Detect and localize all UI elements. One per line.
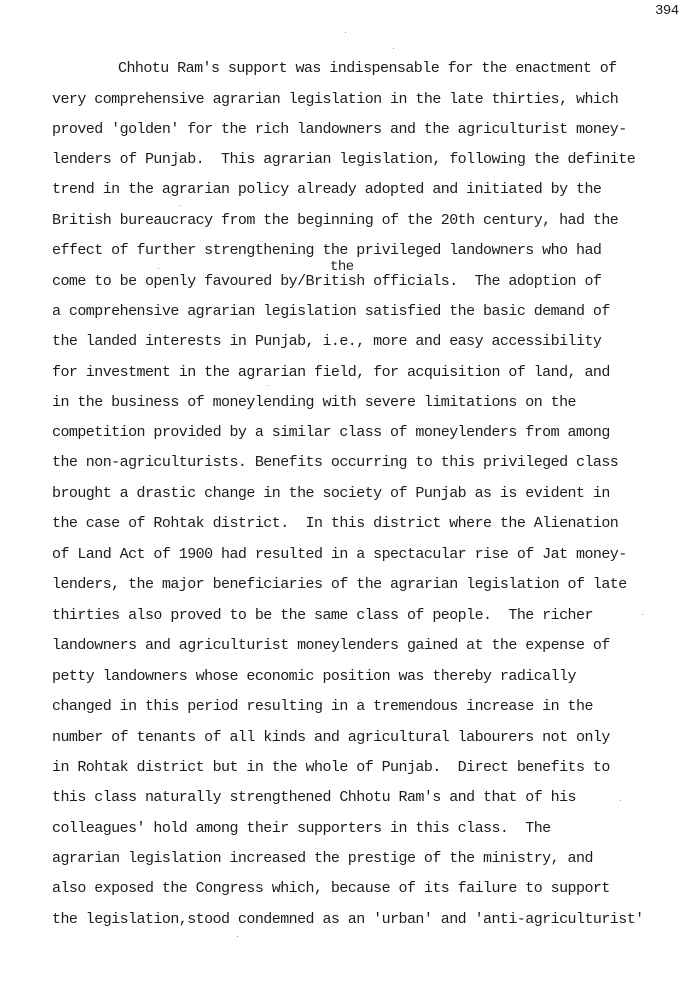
page-number: 394 bbox=[655, 3, 679, 19]
text-line: in the business of moneylending with severe limitations on the bbox=[52, 394, 576, 411]
scan-speck bbox=[393, 48, 394, 49]
text-line: changed in this period resulting in a tremendous increase in the bbox=[52, 698, 593, 715]
text-line: trend in the agrarian policy already adopted and initiated by the bbox=[52, 181, 602, 198]
text-line: of Land Act of 1900 had resulted in a spectacular rise of Jat money- bbox=[52, 546, 627, 563]
text-line: for investment in the agrarian field, for acquisition of land, and bbox=[52, 364, 610, 381]
text-line: landowners and agriculturist moneylenders gained at the expense of bbox=[52, 637, 610, 654]
text-line: effect of further strengthening the privileged landowners who had bbox=[52, 242, 602, 259]
text-line: Chhotu Ram's support was indispensable for the enactment of bbox=[118, 60, 617, 77]
scan-speck bbox=[158, 268, 159, 269]
text-line: agrarian legislation increased the prestige of the ministry, and bbox=[52, 850, 593, 867]
scan-speck bbox=[620, 800, 621, 801]
text-line: in Rohtak district but in the whole of Punjab. Direct benefits to bbox=[52, 759, 610, 776]
text-line: brought a drastic change in the society of Punjab as is evident in bbox=[52, 485, 610, 502]
text-line: the case of Rohtak district. In this district where the Alienation bbox=[52, 515, 619, 532]
text-line: come to be openly favoured by/British officials. The adoption of bbox=[52, 273, 602, 290]
text-line: the landed interests in Punjab, i.e., more and easy accessibility bbox=[52, 333, 602, 350]
scan-speck bbox=[267, 385, 268, 386]
text-line: thirties also proved to be the same class of people. The richer bbox=[52, 607, 593, 624]
scan-speck bbox=[237, 936, 238, 937]
text-line: competition provided by a similar class of moneylenders from among bbox=[52, 424, 610, 441]
text-line: proved 'golden' for the rich landowners and the agriculturist money- bbox=[52, 121, 627, 138]
scan-speck bbox=[345, 32, 346, 33]
text-line: the non-agriculturists. Benefits occurring to this privileged class bbox=[52, 454, 619, 471]
text-line: also exposed the Congress which, because of its failure to support bbox=[52, 880, 610, 897]
text-line: petty landowners whose economic position was thereby radically bbox=[52, 668, 576, 685]
interlinear-insertion: the bbox=[330, 259, 354, 275]
scan-speck bbox=[642, 614, 643, 615]
scan-speck bbox=[180, 205, 181, 206]
text-line: colleagues' hold among their supporters in this class. The bbox=[52, 820, 551, 837]
text-line: a comprehensive agrarian legislation satisfied the basic demand of bbox=[52, 303, 610, 320]
text-line: lenders of Punjab. This agrarian legislation, following the definite bbox=[52, 151, 636, 168]
text-line: this class naturally strengthened Chhotu Ram's and that of his bbox=[52, 789, 576, 806]
text-line: lenders, the major beneficiaries of the agrarian legislation of late bbox=[52, 576, 627, 593]
text-line: number of tenants of all kinds and agricultural labourers not only bbox=[52, 729, 610, 746]
text-line: the legislation,stood condemned as an 'urban' and 'anti-agriculturist' bbox=[52, 911, 644, 928]
text-line: very comprehensive agrarian legislation in the late thirties, which bbox=[52, 91, 619, 108]
text-line: British bureaucracy from the beginning of the 20th century, had the bbox=[52, 212, 619, 229]
